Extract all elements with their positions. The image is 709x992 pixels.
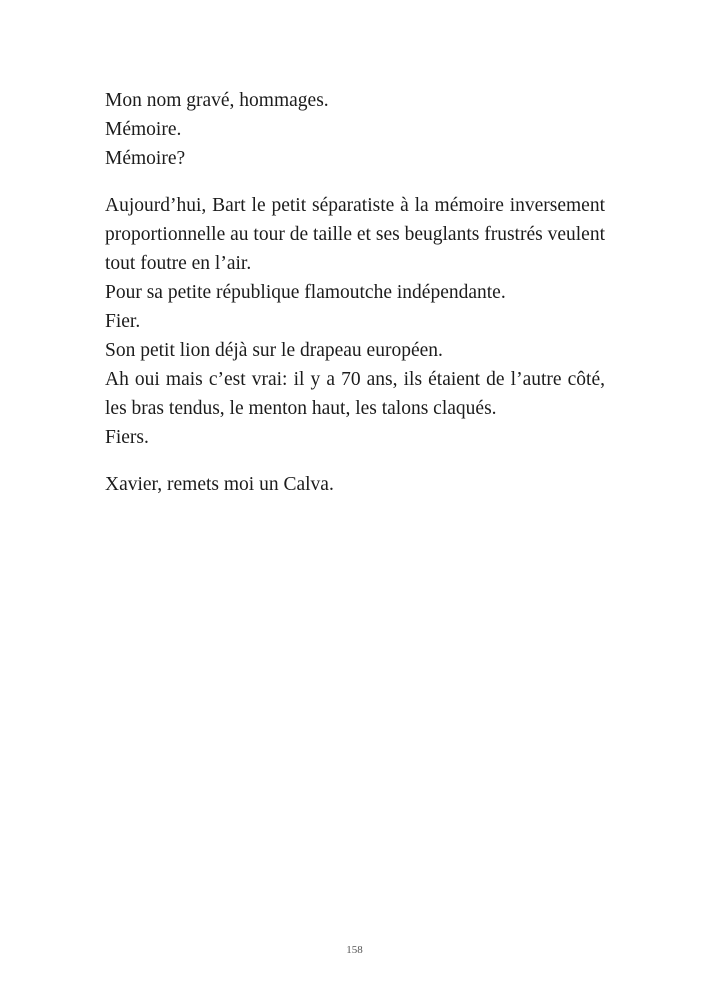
paragraph-block-3: [105, 470, 605, 499]
text-line: Fiers.: [105, 427, 149, 448]
text-line: Mémoire?: [105, 148, 186, 169]
paragraph-block-2: [105, 191, 605, 452]
text-line: Mémoire.: [105, 119, 182, 140]
text-line: Pour sa petite république flamoutche indépendante.: [105, 282, 506, 303]
text-line: Aujourd’hui, Bart le petit séparatiste à la mémoire inversement proportionnelle au tour de taille et ses beuglants frustrés veulent tout foutre en l’air.: [105, 195, 605, 274]
text-line: Ah oui mais c’est vrai: il y a 70 ans, ils étaient de l’autre côté, les bras tendus, le menton haut, les talons claqués.: [105, 369, 605, 419]
text-line: Xavier, remets moi un Calva.: [105, 474, 334, 495]
text-line: Mon nom gravé, hommages.: [105, 90, 329, 111]
text-line: Fier.: [105, 311, 141, 332]
page-number: 158: [346, 944, 363, 956]
text-line: Son petit lion déjà sur le drapeau européen.: [105, 340, 443, 361]
paragraph-block-1: [105, 86, 605, 173]
